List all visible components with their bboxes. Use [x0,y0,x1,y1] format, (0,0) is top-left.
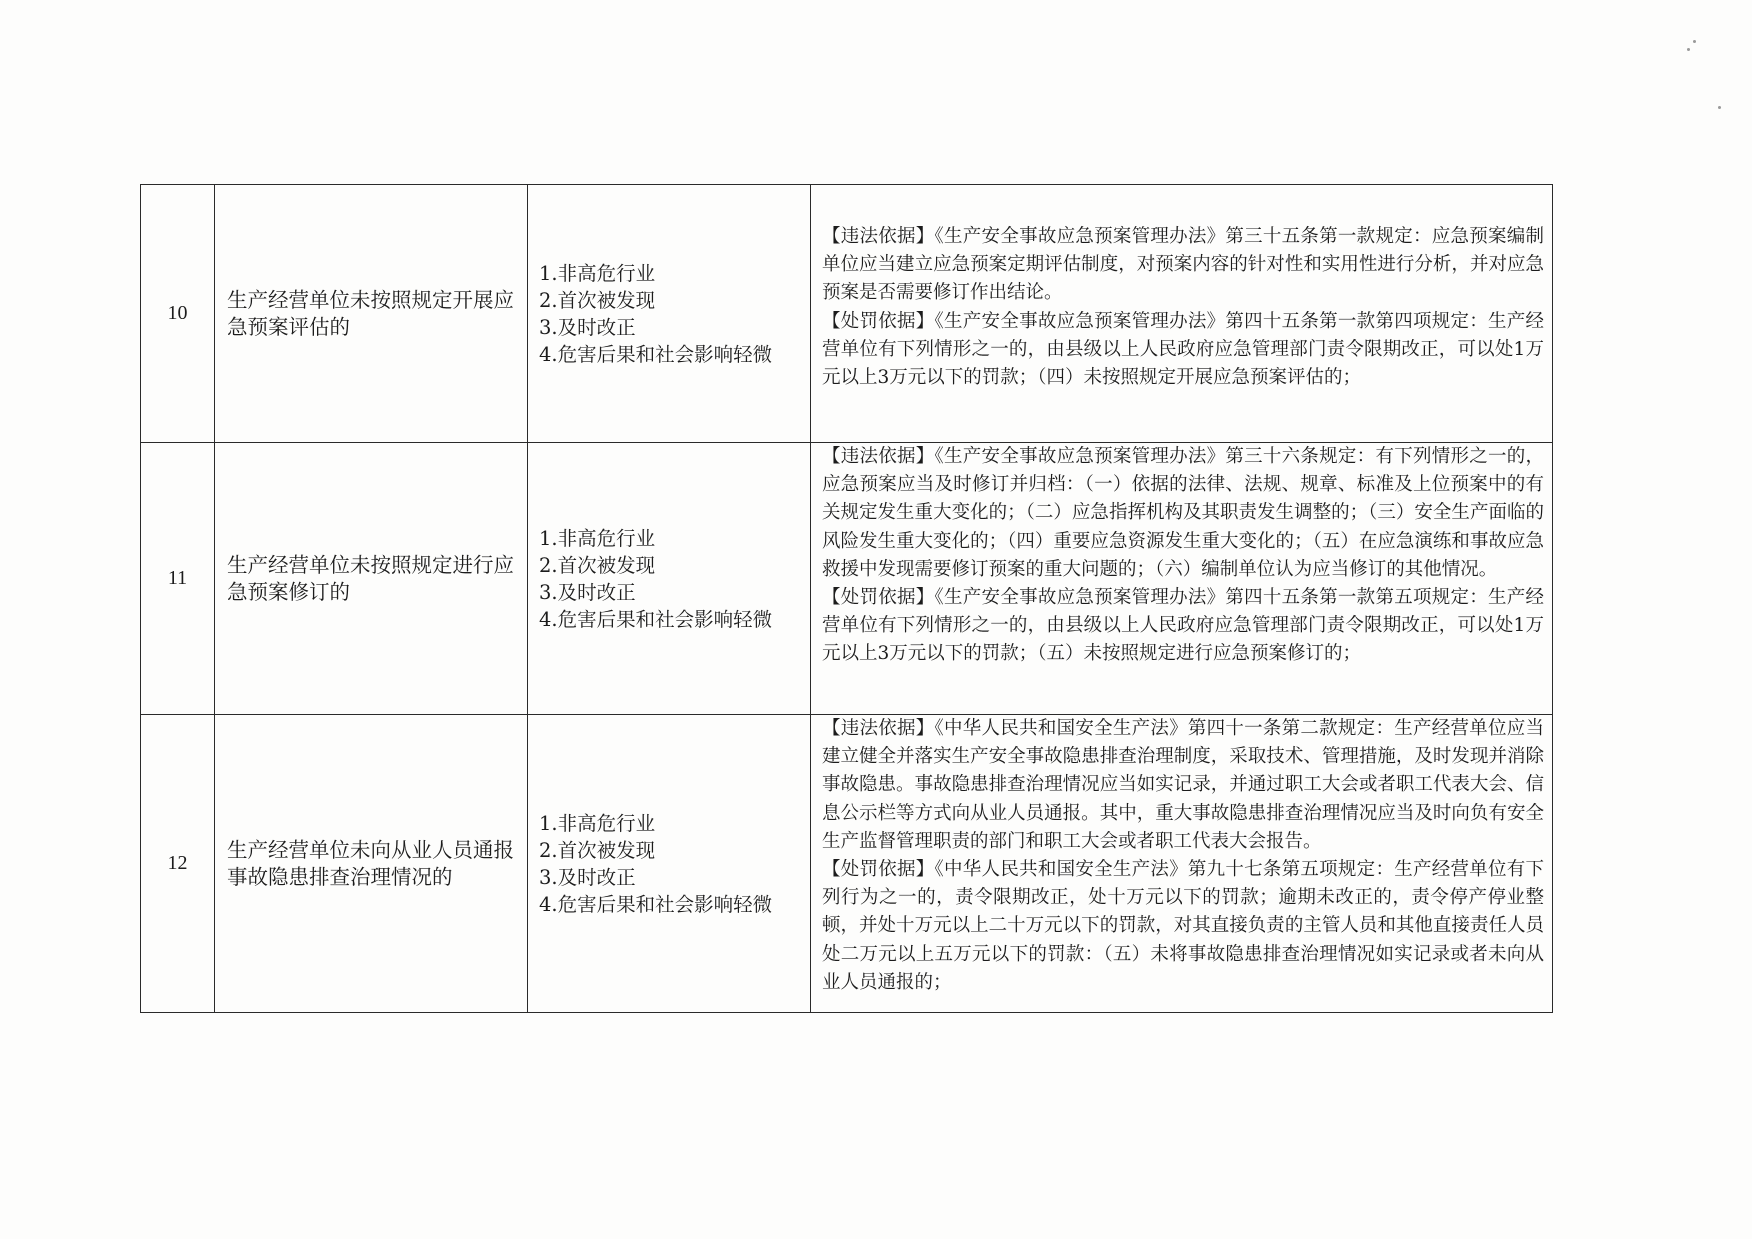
penalty-exemption-table [140,184,1553,1013]
exemption-conditions [528,185,811,443]
table-row [141,185,1553,443]
condition-item: 2.首次被发现 [539,838,656,862]
legal-basis [811,185,1553,443]
legal-basis [811,715,1553,1013]
table-row [141,443,1553,715]
penalty-basis: 【处罚依据】《中华人民共和国安全生产法》第九十七条第五项规定：生产经营单位有下列行为之一的，责令限期改正，处十万元以下的罚款；逾期未改正的，责令停产停业整顿，并处十万元以上二十万元以下的罚款，对其直接负责的主管人员和其他直接责任人员处二万元以上五万元以下的罚款：（五）未将事故隐患排查治理情况如实记录或者未向从业人员通报的； [822,859,1544,993]
exemption-conditions [528,443,811,715]
scan-speck [1718,106,1721,109]
penalty-basis: 【处罚依据】《生产安全事故应急预案管理办法》第四十五条第一款第五项规定：生产经营单位有下列情形之一的，由县级以上人民政府应急管理部门责令限期改正，可以处1万元以上3万元以下的罚款；（五）未按照规定进行应急预案修订的； [822,587,1544,665]
condition-item: 2.首次被发现 [539,553,656,577]
condition-item: 4.危害后果和社会影响轻微 [539,342,773,366]
violation-name: 生产经营单位未向从业人员通报事故隐患排查治理情况的 [215,715,528,1013]
exemption-conditions [528,715,811,1013]
condition-item: 3.及时改正 [539,315,636,339]
scan-speck [1687,48,1690,51]
row-number: 11 [141,443,215,715]
condition-item: 1.非高危行业 [539,526,656,550]
condition-item: 1.非高危行业 [539,811,656,835]
violation-name: 生产经营单位未按照规定进行应急预案修订的 [215,443,528,715]
condition-item: 3.及时改正 [539,580,636,604]
scan-speck [1693,40,1696,43]
penalty-basis: 【处罚依据】《生产安全事故应急预案管理办法》第四十五条第一款第四项规定：生产经营单位有下列情形之一的，由县级以上人民政府应急管理部门责令限期改正，可以处1万元以上3万元以下的罚款；（四）未按照规定开展应急预案评估的； [822,310,1544,389]
violation-basis: 【违法依据】《生产安全事故应急预案管理办法》第三十五条第一款规定：应急预案编制单位应当建立应急预案定期评估制度，对预案内容的针对性和实用性进行分析，并对应急预案是否需要修订作出结论。 [822,226,1544,304]
condition-item: 4.危害后果和社会影响轻微 [539,607,773,631]
row-number: 10 [141,185,215,443]
condition-item: 4.危害后果和社会影响轻微 [539,892,773,916]
violation-name: 生产经营单位未按照规定开展应急预案评估的 [215,185,528,443]
condition-item: 3.及时改正 [539,865,636,889]
violation-basis: 【违法依据】《中华人民共和国安全生产法》第四十一条第二款规定：生产经营单位应当建立健全并落实生产安全事故隐患排查治理制度，采取技术、管理措施，及时发现并消除事故隐患。事故隐患排查治理情况应当如实记录，并通过职工大会或者职工代表大会、信息公示栏等方式向从业人员通报。其中，重大事故隐患排查治理情况应当及时向负有安全生产监督管理职责的部门和职工大会或者职工代表大会报告。 [822,718,1544,852]
row-number: 12 [141,715,215,1013]
condition-item: 2.首次被发现 [539,288,656,312]
table-row [141,715,1553,1013]
legal-basis [811,443,1553,715]
condition-item: 1.非高危行业 [539,261,656,285]
violation-basis: 【违法依据】《生产安全事故应急预案管理办法》第三十六条规定：有下列情形之一的，应急预案应当及时修订并归档：（一）依据的法律、法规、规章、标准及上位预案中的有关规定发生重大变化的；（二）应急指挥机构及其职责发生调整的；（三）安全生产面临的风险发生重大变化的；（四）重要应急资源发生重大变化的；（五）在应急演练和事故应急救援中发现需要修订预案的重大问题的；（六）编制单位认为应当修订的其他情况。 [822,446,1544,580]
